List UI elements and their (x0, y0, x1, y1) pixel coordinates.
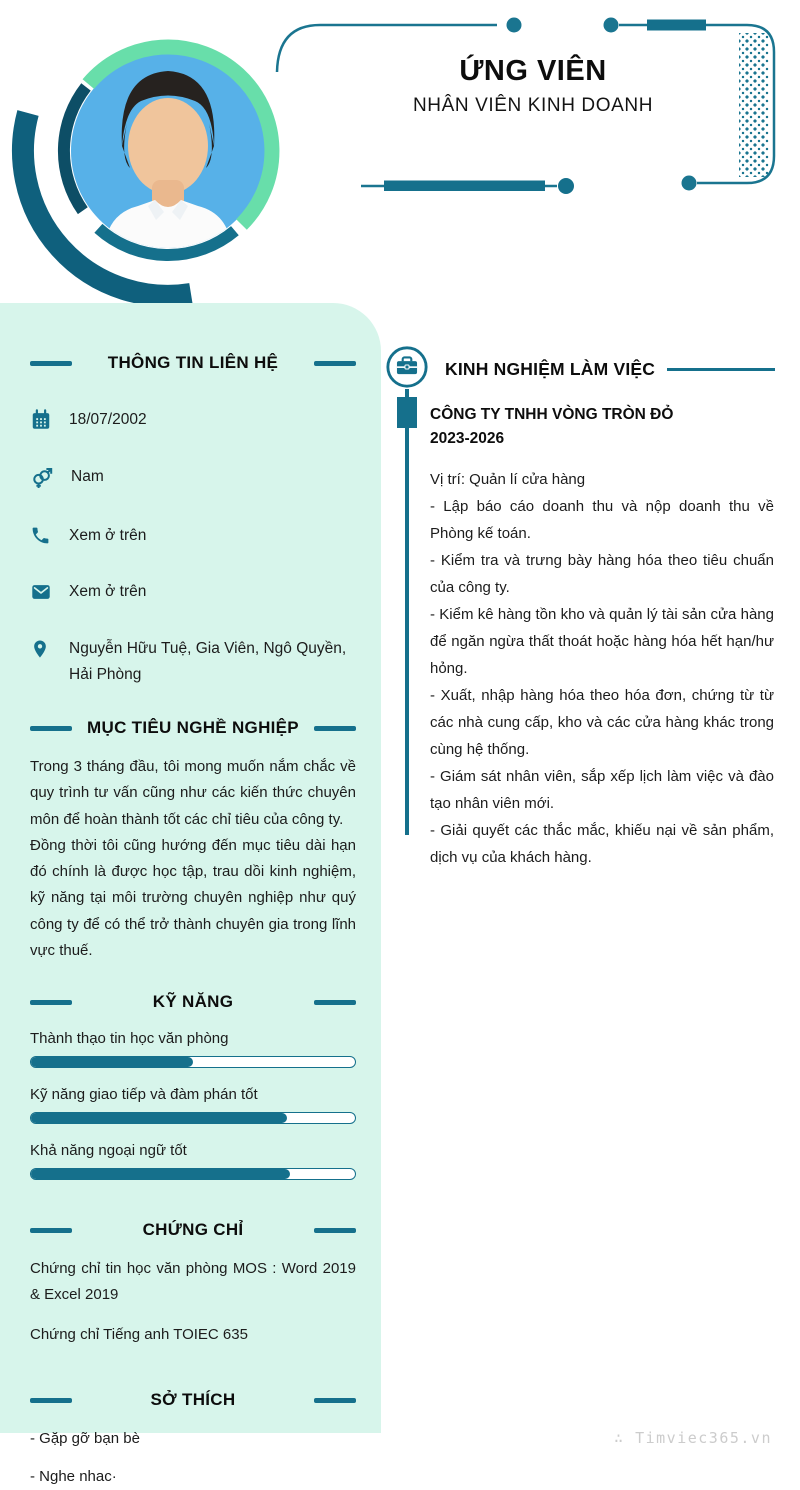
skill-item (30, 1142, 356, 1180)
objective-section (30, 718, 356, 964)
skill-label: Kỹ năng giao tiếp và đàm phán tốt (30, 1086, 258, 1104)
skill-label: Thành thạo tin học văn phòng (30, 1030, 229, 1048)
company-name: CÔNG TY TNHH VÒNG TRÒN ĐỎ (430, 406, 674, 423)
experience-heading-row (385, 345, 775, 394)
skill-item (30, 1086, 356, 1124)
skill-progress-track (30, 1056, 356, 1068)
site-watermark: ∴ Timviec365.vn (614, 1429, 772, 1447)
heading-dash-right (314, 726, 356, 731)
contact-section (30, 353, 356, 688)
experience-bullet: - Giám sát nhân viên, sắp xếp lịch làm việc và đào tạo nhân viên mới. (430, 768, 774, 812)
heading-dash-left (30, 361, 72, 366)
heading-rule (667, 368, 775, 371)
candidate-role: NHÂN VIÊN KINH DOANH (412, 95, 654, 116)
candidate-name: ỨNG VIÊN (459, 55, 607, 87)
skills-heading-label: KỸ NĂNG (152, 992, 234, 1012)
heading-dash-right (314, 361, 356, 366)
contact-item-phone (30, 523, 356, 555)
portrait-image (71, 54, 265, 252)
certificates-section (30, 1220, 356, 1348)
skill-progress-track (30, 1168, 356, 1180)
contact-item-text: Nguyễn Hữu Tuệ, Gia Viên, Ngô Quyền, Hải Phòng (69, 640, 347, 683)
objective-paragraph: Đồng thời tôi cũng hướng đến mục tiêu dài hạn đó chính là được học tập, trau dồi kinh nghiệm, kỹ năng tại môi trường chuyên nghiệp như quý công ty để có thể trở thành chuyên gia trong lĩnh vực thuế. (30, 836, 356, 960)
objective-text (30, 754, 356, 964)
experience-bullet: - Kiểm kê hàng tồn kho và quản lý tài sản cửa hàng để ngăn ngừa thất thoát hoặc hàng hóa hết hạn/hư hỏng. (430, 606, 774, 677)
experience-bullet: - Lập báo cáo doanh thu và nộp doanh thu về Phòng kế toán. (430, 498, 774, 542)
skill-item (30, 1030, 356, 1068)
briefcase-icon (385, 345, 429, 394)
timeline-line (405, 389, 409, 835)
profile-photo (8, 8, 308, 300)
experience-heading-label: KINH NGHIỆM LÀM VIỆC (445, 359, 656, 379)
contact-item-gender (30, 464, 356, 499)
experience-bullet: - Giải quyết các thắc mắc, khiếu nại về sản phẩm, dịch vụ của khách hàng. (430, 822, 774, 866)
certificate-item: Chứng chỉ tin học văn phòng MOS : Word 2019 & Excel 2019 (30, 1260, 356, 1304)
heading-dash-right (314, 1000, 356, 1005)
contact-item-text: Xem ở trên (69, 527, 147, 544)
experience-bullet: - Xuất, nhập hàng hóa theo hóa đơn, chứng từ từ các nhà cung cấp, kho và các cửa hàng khác trong cùng hệ thống. (430, 687, 774, 758)
certificate-item: Chứng chỉ Tiếng anh TOIEC 635 (30, 1326, 248, 1344)
contact-item-email (30, 579, 356, 612)
skills-section (30, 992, 356, 1180)
objective-paragraph: Trong 3 tháng đầu, tôi mong muốn nắm chắc về quy trình tư vấn cũng như các kiến thức chuyên môn để hoàn thành tốt các chỉ tiêu của công ty. (30, 758, 356, 828)
email-icon (30, 579, 52, 612)
heading-dash-left (30, 1228, 72, 1233)
title-block (296, 55, 770, 117)
objective-heading (30, 718, 356, 738)
heading-dash-left (30, 726, 72, 731)
objective-heading-label: MỤC TIÊU NGHỀ NGHIỆP (87, 718, 299, 737)
hobbies-heading-label: SỞ THÍCH (150, 1390, 236, 1410)
contact-list (30, 407, 356, 688)
hobbies-heading (30, 1390, 356, 1410)
calendar-icon (30, 407, 52, 440)
contact-heading (30, 353, 356, 373)
experience-details (430, 466, 774, 871)
contact-item-text: Xem ở trên (69, 583, 147, 600)
certificates-heading (30, 1220, 356, 1240)
location-icon (30, 636, 52, 669)
skill-progress-fill (31, 1169, 290, 1179)
contact-item-birthday (30, 407, 356, 440)
heading-dash-right (314, 1398, 356, 1403)
skill-progress-fill (31, 1113, 287, 1123)
skills-heading (30, 992, 356, 1012)
phone-icon (30, 523, 52, 555)
experience-bullet: - Kiểm tra và trưng bày hàng hóa theo tiêu chuẩn của công ty. (430, 552, 774, 596)
contact-item-text: Nam (71, 468, 104, 485)
skill-progress-fill (31, 1057, 193, 1067)
skill-progress-track (30, 1112, 356, 1124)
gender-icon (30, 464, 54, 499)
heading-dash-left (30, 1000, 72, 1005)
hobby-item: - Nghe nhac· (30, 1468, 117, 1486)
hobbies-section (30, 1390, 356, 1490)
skill-label: Khả năng ngoại ngữ tốt (30, 1142, 187, 1160)
experience-section (385, 345, 775, 871)
certificates-heading-label: CHỨNG CHỈ (142, 1220, 244, 1240)
contact-item-text: 18/07/2002 (69, 411, 147, 428)
experience-entry (430, 403, 774, 871)
hobby-item: - Gặp gỡ bạn bè (30, 1430, 140, 1448)
timeline-marker (397, 397, 417, 428)
sidebar (0, 303, 381, 1486)
heading-dash-right (314, 1228, 356, 1233)
contact-heading-label: THÔNG TIN LIÊN HỆ (107, 353, 279, 372)
position-line: Vị trí: Quản lí cửa hàng (430, 471, 586, 488)
employment-period: 2023-2026 (430, 430, 505, 447)
contact-item-address (30, 636, 356, 688)
heading-dash-left (30, 1398, 72, 1403)
